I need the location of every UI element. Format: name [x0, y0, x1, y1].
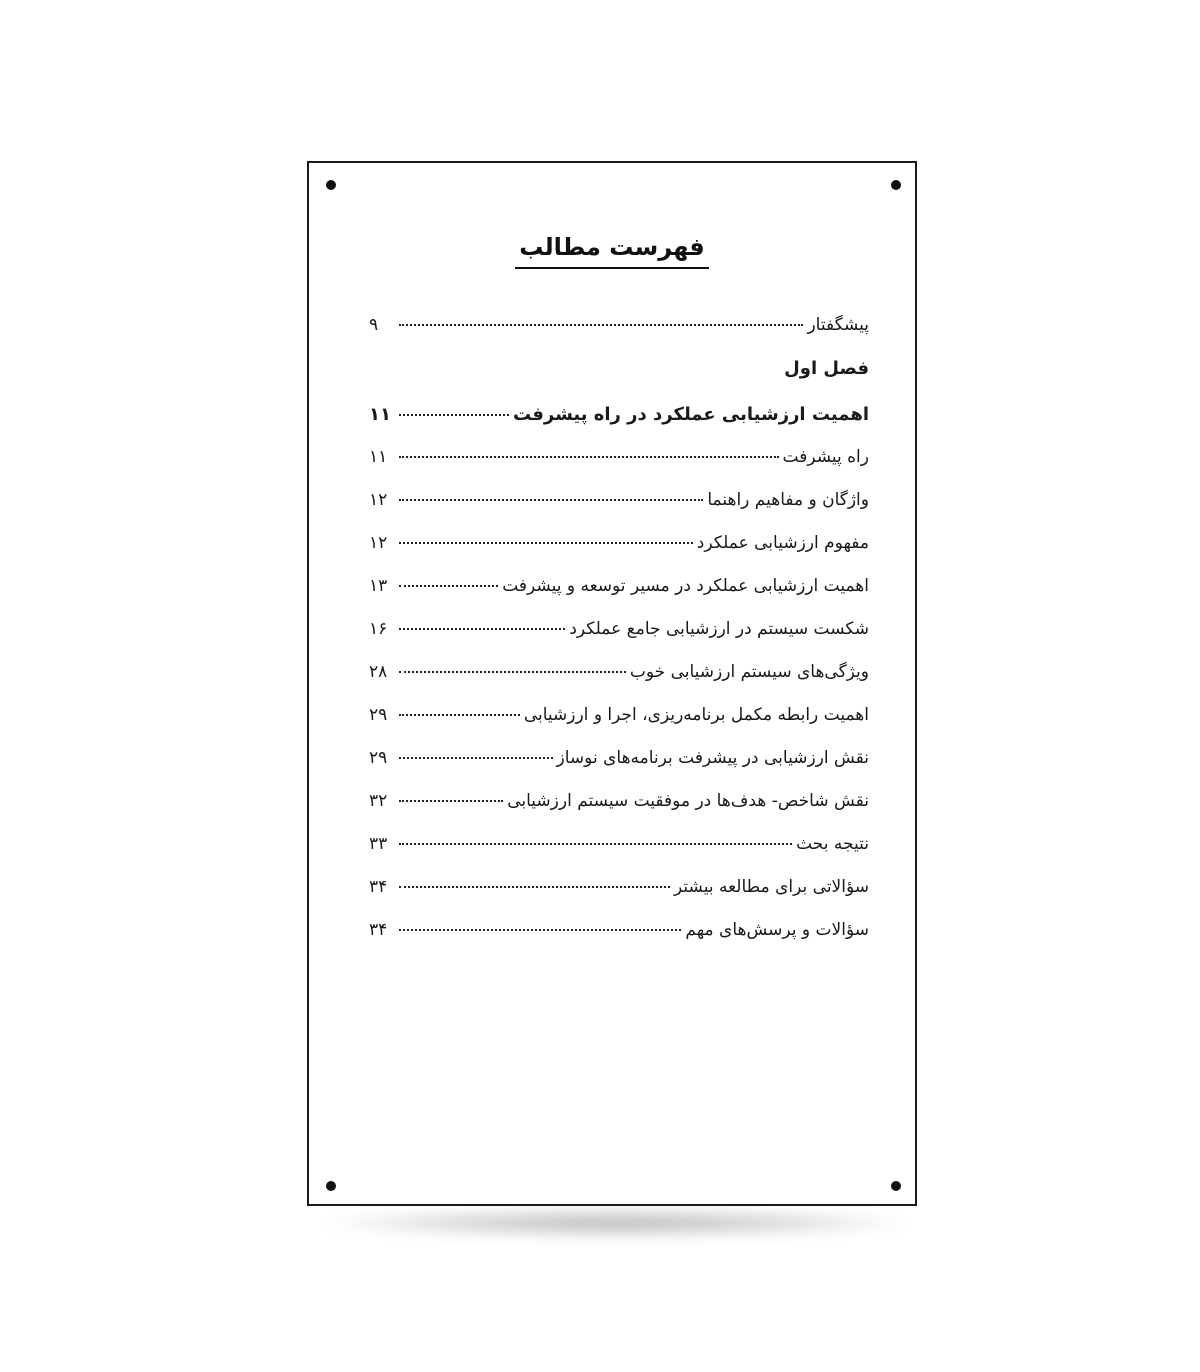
toc-entry: [369, 791, 869, 834]
toc-dot-leader: [399, 714, 520, 716]
toc-page-number: ۱۱: [369, 404, 391, 425]
page-shadow: [322, 1208, 912, 1238]
toc-dot-leader: [399, 414, 509, 416]
toc-dot-leader: [399, 843, 792, 845]
toc-page-number: ۲۹: [369, 748, 388, 768]
toc-entry-label: نقش شاخص- هدف‌ها در موفقیت سیستم ارزشیابی: [507, 791, 869, 811]
toc-entry: [369, 447, 869, 490]
toc-entry: [369, 748, 869, 791]
toc-entry-label: سؤالات و پرسش‌های مهم: [685, 920, 869, 940]
toc-entry-label: شکست سیستم در ارزشیابی جامع عملکرد: [569, 619, 869, 639]
toc-dot-leader: [399, 886, 670, 888]
toc-page-number: ۱۱: [369, 447, 388, 467]
toc-page-number: ۱۳: [369, 576, 388, 596]
corner-dot-icon: [326, 180, 336, 190]
toc-dot-leader: [399, 628, 565, 630]
toc-page-number: ۳۴: [369, 877, 388, 897]
toc-entry-label: اهمیت رابطه مکمل برنامه‌ریزی، اجرا و ارزشیابی: [523, 705, 869, 725]
toc-entry: [369, 662, 869, 705]
toc-chapter-heading: [369, 358, 869, 404]
toc-dot-leader: [399, 585, 498, 587]
toc-entry: [369, 490, 869, 533]
corner-dot-icon: [891, 180, 901, 190]
toc-entry: [369, 920, 869, 963]
toc-page-number: ۳۲: [369, 791, 388, 811]
toc-entry: [369, 705, 869, 748]
toc-entry-label: نقش ارزشیابی در پیشرفت برنامه‌های نوساز: [556, 748, 869, 768]
toc-entry-label: نتیجه بحث: [796, 834, 869, 854]
toc-dot-leader: [399, 542, 693, 544]
toc-page-number: ۱۲: [369, 533, 388, 553]
toc-entry-label: اهمیت ارزشیابی عملکرد در مسیر توسعه و پیشرفت: [502, 576, 869, 596]
toc-entry-label: ویژگی‌های سیستم ارزشیابی خوب: [629, 662, 869, 682]
toc-entry-label: راه پیشرفت: [782, 447, 869, 467]
toc-page-number: ۱۶: [369, 619, 388, 639]
toc-entry: [369, 576, 869, 619]
toc-dot-leader: [399, 324, 803, 326]
toc-dot-leader: [399, 800, 503, 802]
toc-entry: [369, 404, 869, 447]
toc-page: [307, 161, 917, 1206]
toc-entry-label: اهمیت ارزشیابی عملکرد در راه پیشرفت: [513, 404, 869, 425]
toc-entry: [369, 619, 869, 662]
corner-dot-icon: [326, 1181, 336, 1191]
toc-list: [369, 315, 869, 963]
toc-dot-leader: [399, 929, 681, 931]
toc-entry-label: سؤالاتی برای مطالعه بیشتر: [674, 877, 869, 897]
toc-page-number: ۲۹: [369, 705, 388, 725]
corner-dot-icon: [891, 1181, 901, 1191]
toc-page-number: ۳۳: [369, 834, 388, 854]
toc-dot-leader: [399, 671, 626, 673]
toc-entry-label: فصل اول: [784, 358, 869, 379]
toc-entry-label: پیشگفتار: [807, 315, 869, 335]
toc-dot-leader: [399, 757, 553, 759]
toc-dot-leader: [399, 456, 779, 458]
toc-entry: [369, 834, 869, 877]
toc-page-number: ۲۸: [369, 662, 388, 682]
toc-entry: [369, 533, 869, 576]
toc-title: فهرست مطالب: [515, 233, 709, 269]
toc-entry: [369, 877, 869, 920]
toc-page-number: ۹: [369, 315, 379, 335]
toc-entry: [369, 315, 869, 358]
toc-page-number: ۳۴: [369, 920, 388, 940]
toc-entry-label: واژگان و مفاهیم راهنما: [707, 490, 869, 510]
toc-page-number: ۱۲: [369, 490, 388, 510]
toc-dot-leader: [399, 499, 703, 501]
toc-entry-label: مفهوم ارزشیابی عملکرد: [696, 533, 869, 553]
toc-title-wrap: [309, 233, 915, 269]
